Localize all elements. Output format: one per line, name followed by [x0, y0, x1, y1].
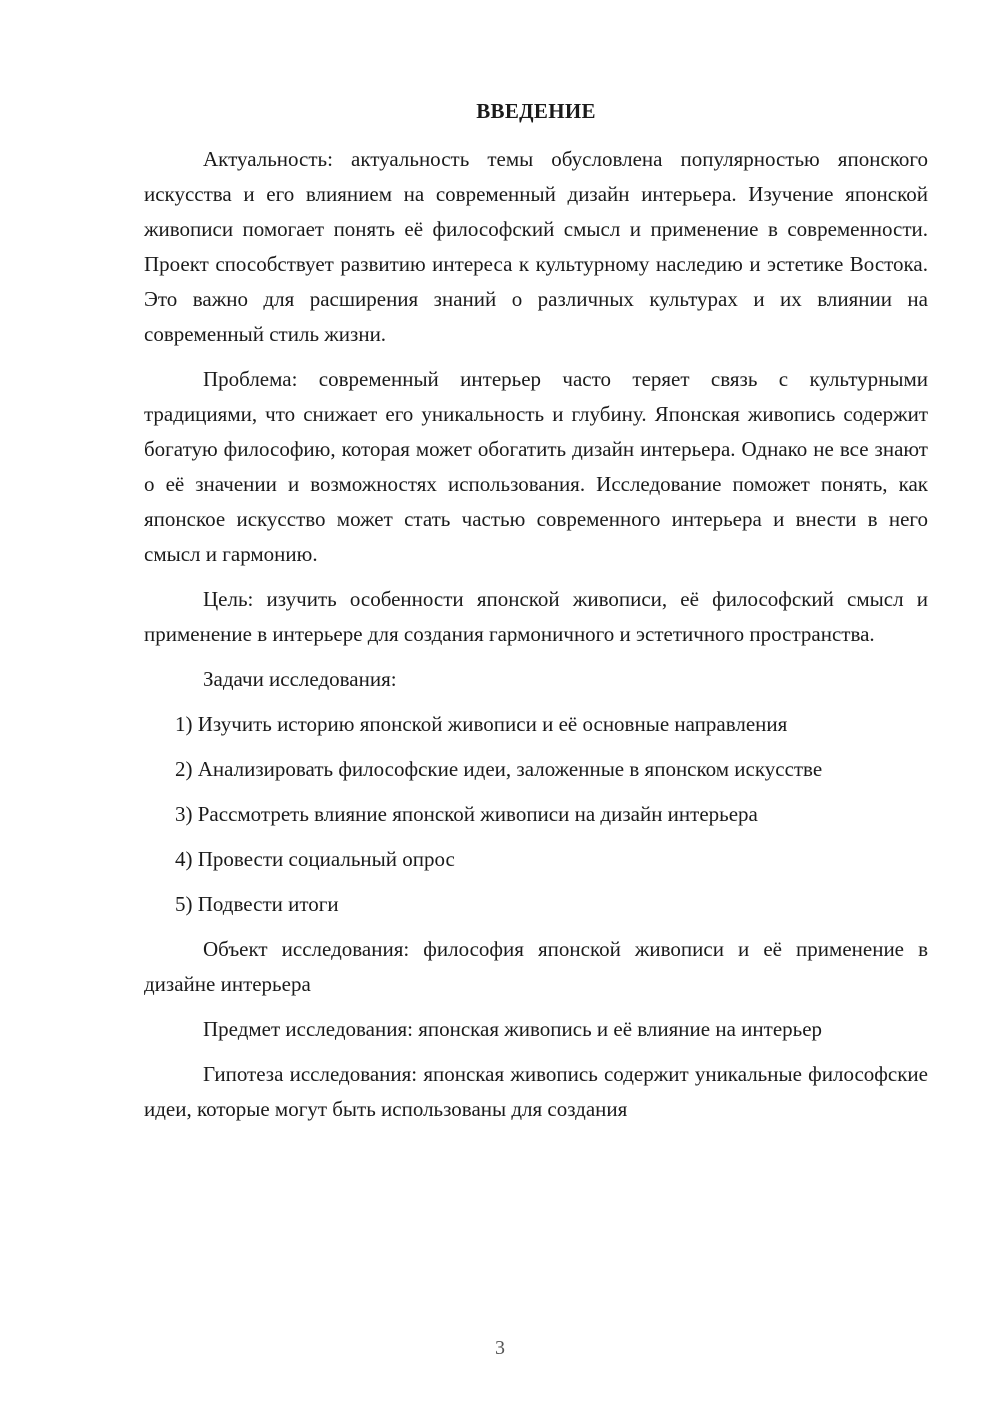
paragraph-subject: Предмет исследования: японская живопись и её влияние на интерьер [203, 1017, 823, 1041]
task-item-3: 3) Рассмотреть влияние японской живописи на дизайн интерьера [175, 802, 758, 826]
paragraph-tasks-heading: Задачи исследования: [203, 667, 397, 691]
page-title: ВВЕДЕНИЕ [476, 99, 596, 123]
task-item-5: 5) Подвести итоги [175, 892, 339, 916]
paragraph-hypothesis: Гипотеза исследования: японская живопись содержит уникальные философские идеи, которые могут быть использованы для создания [144, 1062, 928, 1121]
task-item-1: 1) Изучить историю японской живописи и её основные направления [175, 712, 788, 736]
paragraph-relevance: Актуальность: актуальность темы обусловлена популярностью японского искусства и его влиянием на современный дизайн интерьера. Изучение японской живописи помогает понять её философский смысл и применение в современности. Проект способствует развитию интереса к культурному наследию и эстетике Востока. Это важно для расширения знаний о различных культурах и их влиянии на современный стиль жизни. [144, 147, 928, 346]
paragraph-problem: Проблема: современный интерьер часто теряет связь с культурными традициями, что снижает его уникальность и глубину. Японская живопись содержит богатую философию, которая может обогатить дизайн интерьера. Однако не все знают о её значении и возможностях использования. Исследование поможет понять, как японское искусство может стать частью современного интерьера и внести в него смысл и гармонию. [144, 367, 928, 566]
paragraph-object: Объект исследования: философия японской живописи и её применение в дизайне интерьера [144, 937, 928, 996]
task-item-4: 4) Провести социальный опрос [175, 847, 455, 871]
task-item-2: 2) Анализировать философские идеи, заложенные в японском искусстве [175, 757, 823, 781]
paragraph-goal: Цель: изучить особенности японской живописи, её философский смысл и применение в интерьере для создания гармоничного и эстетичного пространства. [144, 587, 928, 646]
document-body [144, 142, 928, 1137]
page-number: 3 [495, 1337, 505, 1359]
